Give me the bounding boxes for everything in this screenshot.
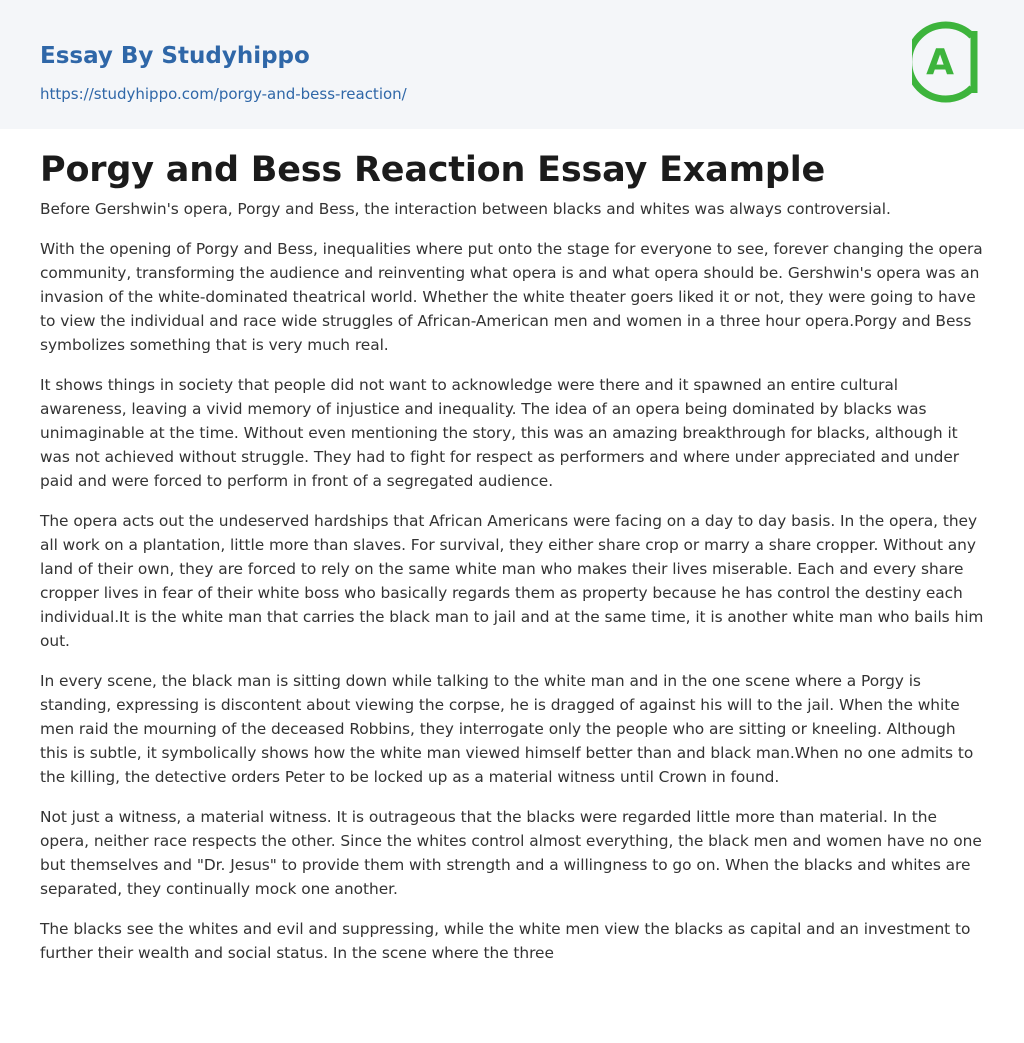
article-body	[0, 129, 1024, 965]
paragraph-7: The blacks see the whites and evil and suppressing, while the white men view the blacks as capital and an investment to further their wealth and social status. In the scene where the three	[40, 920, 971, 962]
studyhippo-logo-icon[interactable]	[912, 19, 986, 105]
paragraph-3: It shows things in society that people did not want to acknowledge were there and it spawned an entire cultural awareness, leaving a vivid memory of injustice and inequality. The idea of an opera being dominated by blacks was unimaginable at the time. Without even mentioning the story, this was an amazing breakthrough for blacks, although it was not achieved without struggle. They had to fight for respect as performers and where under appreciated and under paid and were forced to perform in front of a segregated audience.	[40, 376, 960, 490]
logo-letter: A	[926, 42, 954, 83]
paragraph-6: Not just a witness, a material witness. It is outrageous that the blacks were regarded little more than material. In the opera, neither race respects the other. Since the whites control almost everything, the black men and women have no one but themselves and "Dr. Jesus" to provide them with strength and a willingness to go on. When the blacks and whites are separated, they continually mock one another.	[40, 808, 982, 898]
paragraph-5: In every scene, the black man is sitting down while talking to the white man and in the one scene where a Porgy is standing, expressing is discontent about viewing the corpse, he is dragged of against his will to the jail. When the white men raid the mourning of the deceased Robbins, they interrogate only the people who are sitting or kneeling. Although this is subtle, it symbolically shows how the white man viewed himself better than and black man.When no one admits to the killing, the detective orders Peter to be locked up as a material witness until Crown in found.	[40, 672, 974, 786]
site-header	[0, 0, 1024, 129]
paragraph-4: The opera acts out the undeserved hardships that African Americans were facing on a day to day basis. In the opera, they all work on a plantation, little more than slaves. For survival, they either share crop or marry a share cropper. Without any land of their own, they are forced to rely on the same white man who makes their lives miserable. Each and every share cropper lives in fear of their white boss who basically regards them as property because he has control the destiny each individual.It is the white man that carries the black man to jail and at the same time, it is another white man who bails him out.	[40, 512, 984, 650]
site-title[interactable]: Essay By Studyhippo	[40, 43, 310, 69]
paragraph-2: With the opening of Porgy and Bess, inequalities where put onto the stage for everyone to see, forever changing the opera community, transforming the audience and reinventing what opera is and what opera should be. Gershwin's opera was an invasion of the white-dominated theatrical world. Whether the white theater goers liked it or not, they were going to have to view the individual and race wide struggles of African-American men and women in a three hour opera.Porgy and Bess symbolizes something that is very much real.	[40, 240, 983, 354]
paragraph-1: Before Gershwin's opera, Porgy and Bess, the interaction between blacks and whites was always controversial.	[40, 200, 891, 218]
source-url-link[interactable]: https://studyhippo.com/porgy-and-bess-reaction/	[40, 85, 407, 103]
page-title: Porgy and Bess Reaction Essay Example	[40, 150, 826, 190]
